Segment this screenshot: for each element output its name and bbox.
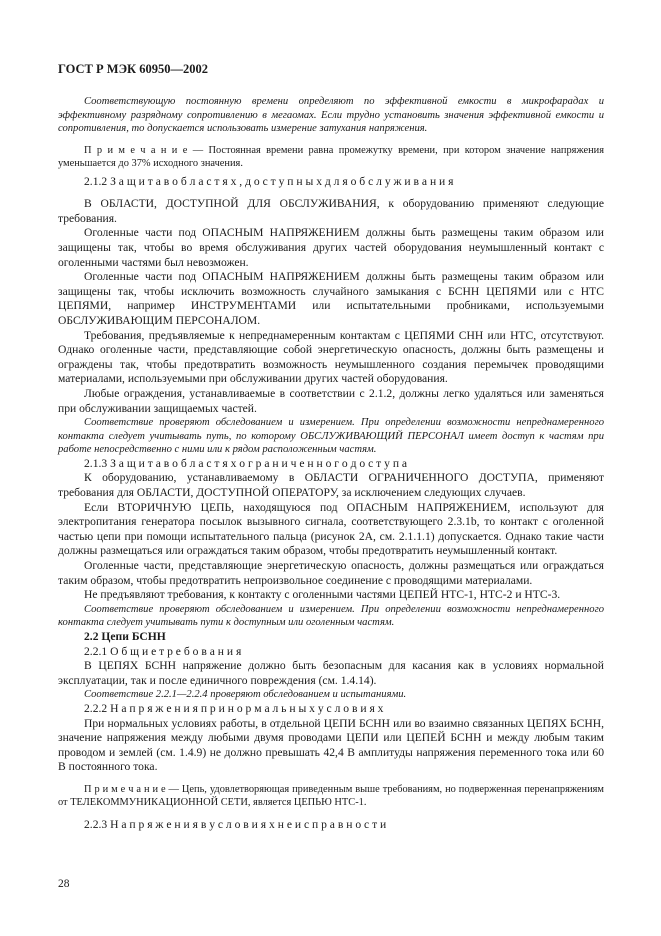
- page-number: 28: [58, 878, 70, 890]
- paragraph-unintended-contact: Требования, предъявляемые к непреднамеренным контактам с ЦЕПЯМИ СНН или НТС, отсутствуют. Однако оголенные части, представляющие собой энергетическую опасность, должны быть размещены и ограждены так, чтобы предотвратить возможность неумышленного создания перемычек проводящими материалами, используемыми при обслуживании других частей оборудования.: [58, 328, 604, 386]
- document-page: [58, 62, 604, 832]
- heading-2-2-2: 2.2.2 Н а п р я ж е н и я п р и н о р м а л ь н ы х у с л о в и я х: [84, 701, 384, 715]
- paragraph-normal-voltage: При нормальных условиях работы, в отдельной ЦЕПИ БСНН или во взаимно связанных ЦЕПЯХ БСНН, значение напряжения между любыми двумя проводами ЦЕПИ или ЦЕПЕЙ БСНН и между любым таким проводом и землей (см. 1.4.9) не должно превышать 42,4 В амплитуды напряжения переменного тока или 60 В постоянного тока.: [58, 716, 604, 774]
- paragraph-restricted-area: К оборудованию, устанавливаемому в ОБЛАСТИ ОГРАНИЧЕННОГО ДОСТУПА, применяют требования для ОБЛАСТИ, ДОСТУПНОЙ ОПЕРАТОРУ, за исключением следующих случаев.: [58, 471, 604, 500]
- paragraph-selv-safe: В ЦЕПЯХ БСНН напряжение должно быть безопасным для касания как в условиях нормальной эксплуатации, так и после единичного повреждения (см. 1.4.14).: [58, 659, 604, 687]
- heading-2-2-3: 2.2.3 Н а п р я ж е н и я в у с л о в и я х н е и с п р а в н о с т и: [84, 817, 387, 831]
- note-time-constant: П р и м е ч а н и е — Постоянная времени равна промежутку времени, при котором значение напряжения уменьшается до 37% исходного значения.: [58, 144, 604, 170]
- paragraph-compliance-2: Соответствие проверяют обследованием и измерением. При определении возможности непреднамеренного контакта следует учитывать пути к доступным или оголенным частям.: [58, 603, 604, 629]
- paragraph-energy-hazard: Оголенные части, представляющие энергетическую опасность, должны размещаться или ограждаться таким образом, чтобы предотвратить непроизвольное соединение с проводящими материалами.: [58, 559, 604, 587]
- paragraph-time-constant: Соответствующую постоянную времени определяют по эффективной емкости в микрофарадах и эффективному разрядному сопротивлению в мегаомах. Если трудно установить значения эффективной емкости и сопротивления, то допускается использовать измерение затухания напряжения.: [58, 96, 604, 135]
- heading-2-1-3: 2.1.3 З а щ и т а в о б л а с т я х о г р а н и ч е н н о г о д о с т у п а: [84, 456, 408, 470]
- paragraph-guards: Любые ограждения, устанавливаемые в соответствии с 2.1.2, должны легко удаляться или заменяться при обслуживании защищаемых частей.: [58, 386, 604, 415]
- note-tnv-1: П р и м е ч а н и е — Цепь, удовлетворяющая приведенным выше требованиям, но подверженная перенапряжениям от ТЕЛЕКОММУНИКАЦИОННОЙ СЕТИ, является ЦЕПЬЮ НТС-1.: [58, 783, 604, 809]
- paragraph-service-area: В ОБЛАСТИ, ДОСТУПНОЙ ДЛЯ ОБСЛУЖИВАНИЯ, к оборудованию применяют следующие требования.: [58, 197, 604, 225]
- paragraph-tnv: Не предъявляют требования, к контакту с оголенными частями ЦЕПЕЙ НТС-1, НТС-2 и НТС-3.: [84, 588, 561, 602]
- heading-2-2-1: 2.2.1 О б щ и е т р е б о в а н и я: [84, 644, 242, 658]
- heading-2-1-2: 2.1.2 З а щ и т а в о б л а с т я х , д о с т у п н ы х д л я о б с л у ж и в а н и я: [84, 174, 454, 188]
- paragraph-bare-parts-1: Оголенные части под ОПАСНЫМ НАПРЯЖЕНИЕМ должны быть размещены таким образом или защищены так, чтобы во время обслуживания других частей оборудования неумышленный контакт с оголенными частями был невозможен.: [58, 226, 604, 269]
- paragraph-compliance-1: Соответствие проверяют обследованием и измерением. При определении возможности непреднамеренного контакта следует учитывать путь, по которому ОБСЛУЖИВАЮЩИЙ ПЕРСОНАЛ имеет доступ к частям при работе непосредственно с ними или к рядом расположенным частям.: [58, 417, 604, 456]
- paragraph-secondary-circuit: Если ВТОРИЧНУЮ ЦЕПЬ, находящуюся под ОПАСНЫМ НАПРЯЖЕНИЕМ, используют для электропитания генератора посылок вызывного сигнала, соответствующего 2.3.1b, то контакт с оголенной частью цепи при помощи испытательного пальца (рисунок 2А, см. 2.1.1.1) допускается. Однако такие части должны размещаться или ограждаться таким образом, чтобы предотвратить неумышленный контакт.: [58, 500, 604, 558]
- paragraph-compliance-3: Соответствие 2.2.1—2.2.4 проверяют обследованием и испытаниями.: [84, 689, 407, 701]
- document-header: ГОСТ Р МЭК 60950—2002: [58, 62, 208, 76]
- paragraph-bare-parts-2: Оголенные части под ОПАСНЫМ НАПРЯЖЕНИЕМ должны быть размещены таким образом или защищены так, чтобы исключить возможность случайного замыкания с БСНН ЦЕПЯМИ или с НТС ЦЕПЯМИ, например ИНСТРУМЕНТАМИ или испытательными пробниками, используемыми ОБСЛУЖИВАЮЩИМ ПЕРСОНАЛОМ.: [58, 270, 604, 327]
- heading-2-2: 2.2 Цепи БСНН: [84, 630, 166, 643]
